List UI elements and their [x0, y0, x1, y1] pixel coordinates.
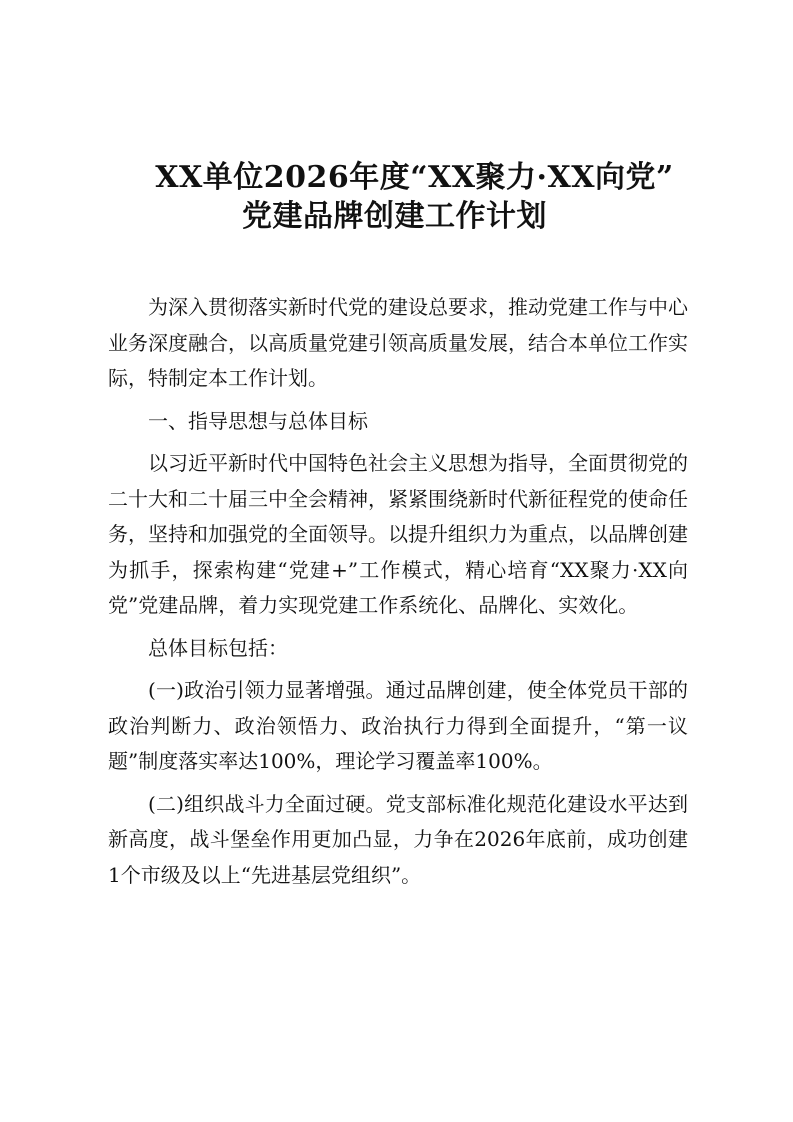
document-body: [108, 290, 688, 900]
intro-paragraph: 为深入贯彻落实新时代党的建设总要求，推动党建工作与中心业务深度融合，以高质量党建引领高质量发展，结合本单位工作实际，特制定本工作计划。: [108, 295, 688, 390]
overall-goals-lead: 总体目标包括：: [148, 635, 288, 660]
section-heading-guiding-thought: 一、指导思想与总体目标: [148, 408, 368, 433]
guiding-thought-paragraph: 以习近平新时代中国特色社会主义思想为指导，全面贯彻党的二十大和二十届三中全会精神，紧紧围绕新时代新征程党的使命任务，坚持和加强党的全面领导。以提升组织力为重点，以品牌创建为抓手，探索构建“党建+”工作模式，精心培育“XX聚力·XX向党”党建品牌，着力实现党建工作系统化、品牌化、实效化。: [108, 451, 688, 617]
goal-item-1: (一)政治引领力显著增强。通过品牌创建，使全体党员干部的政治判断力、政治领悟力、政治执行力得到全面提升，“第一议题”制度落实率达100%，理论学习覆盖率100%。: [108, 678, 688, 773]
goal-item-2: (二)组织战斗力全面过硬。党支部标准化规范化建设水平达到新高度，战斗堡垒作用更加凸显，力争在2026年底前，成功创建1个市级及以上“先进基层党组织”。: [108, 791, 688, 887]
document-title-line-2: 党建品牌创建工作计划: [242, 199, 547, 234]
document-title-line-1: XX单位2026年度“XX聚力·XX向党”: [155, 160, 674, 195]
